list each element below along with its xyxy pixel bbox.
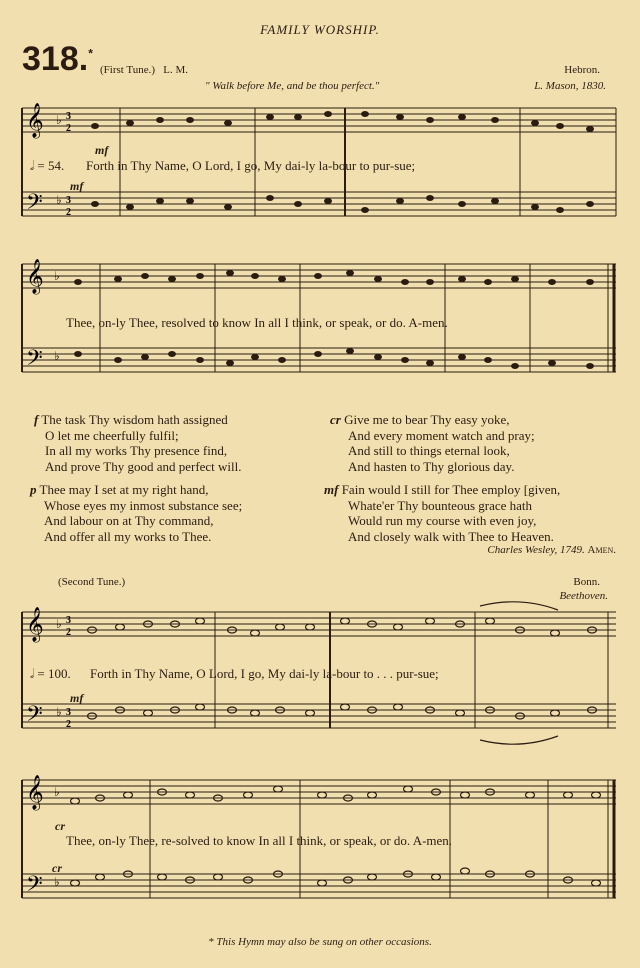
svg-text:♭: ♭ <box>56 617 62 631</box>
svg-text:mf: mf <box>95 143 109 157</box>
svg-text:♭: ♭ <box>54 785 60 799</box>
stanza-2: cr Give me to bear Thy easy yoke, And every moment watch and pray; And still to things eternal look, And hasten to Thy glorious day. <box>330 412 535 474</box>
tune2-tempo: 𝅗𝅥 = 100. <box>30 666 71 681</box>
svg-text:2: 2 <box>66 627 71 638</box>
svg-text:𝄞: 𝄞 <box>26 608 44 641</box>
tune1-meter: L. M. <box>163 64 189 76</box>
hymn-number: 318.* <box>22 40 93 78</box>
tune2-label: (Second Tune.) <box>58 576 126 588</box>
tune2-composer: Beethoven. <box>559 590 608 602</box>
svg-text:2: 2 <box>66 207 71 218</box>
tune1-lyrics-line2: Thee, on-ly Thee, resolved to know In all I think, or speak, or do. A-men. <box>66 315 448 330</box>
svg-text:𝄢: 𝄢 <box>26 872 43 901</box>
tune1-label: (First Tune.) L. M. <box>100 64 189 76</box>
svg-text:♭: ♭ <box>54 269 60 283</box>
tune1-name: Hebron. <box>564 64 600 76</box>
svg-text:3: 3 <box>66 707 71 718</box>
svg-text:♭: ♭ <box>56 705 62 719</box>
svg-text:3: 3 <box>66 111 71 122</box>
svg-text:2: 2 <box>66 123 71 134</box>
svg-text:3: 3 <box>66 615 71 626</box>
svg-text:♭: ♭ <box>56 193 62 207</box>
svg-text:3: 3 <box>66 195 71 206</box>
svg-text:♭: ♭ <box>54 349 60 363</box>
footnote: * This Hymn may also be sung on other occasions. <box>208 936 432 948</box>
svg-text:𝄞: 𝄞 <box>26 776 44 809</box>
svg-text:♭: ♭ <box>56 113 62 127</box>
tune1-epigraph: " Walk before Me, and be thou perfect." <box>205 80 380 92</box>
stanza-3: p Thee may I set at my right hand, Whose eyes my inmost substance see; And labour on at Thy command, And offer all my works to Thee. <box>30 482 243 544</box>
svg-text:𝄢: 𝄢 <box>26 346 43 375</box>
svg-text:𝄢: 𝄢 <box>26 190 43 219</box>
svg-text:𝄞: 𝄞 <box>26 104 44 137</box>
svg-text:♭: ♭ <box>54 875 60 889</box>
tune2-lyrics-line2: Thee, on-ly Thee, re-solved to know In all I think, or speak, or do. A-men. <box>66 833 453 848</box>
svg-text:𝄢: 𝄢 <box>26 702 43 731</box>
svg-text:𝄞: 𝄞 <box>26 260 44 293</box>
tune1-composer: L. Mason, 1830. <box>534 80 606 92</box>
svg-text:cr: cr <box>55 819 65 833</box>
svg-text:2: 2 <box>66 719 71 730</box>
amen: Amen. <box>587 544 616 556</box>
page-header: FAMILY WORSHIP. <box>260 22 380 37</box>
svg-text:mf: mf <box>70 691 84 705</box>
tune2-lyrics-line1: Forth in Thy Name, O Lord, I go, My dai-ly la-bour to . . . pur-sue; <box>90 666 439 681</box>
tune2-name: Bonn. <box>573 576 600 588</box>
tune1-tempo: 𝅗𝅥 = 54. <box>30 158 65 173</box>
tune1-lyrics-line1: Forth in Thy Name, O Lord, I go, My dai-ly la-bour to pur-sue; <box>86 158 416 173</box>
music-system-4 <box>0 770 640 930</box>
stanza-1: f The task Thy wisdom hath assigned O let me cheerfully fulfil; In all my works Thy presence find, And prove Thy good and perfect will. <box>34 412 242 474</box>
stanza-4: mf Fain would I still for Thee employ [given, Whate'er Thy bounteous grace hath Would run my course with even joy, And closely walk with Thee to Heaven. <box>324 482 561 544</box>
attribution: Charles Wesley, 1749. Amen. <box>487 544 616 556</box>
svg-text:mf: mf <box>70 179 84 193</box>
svg-text:cr: cr <box>52 861 62 875</box>
